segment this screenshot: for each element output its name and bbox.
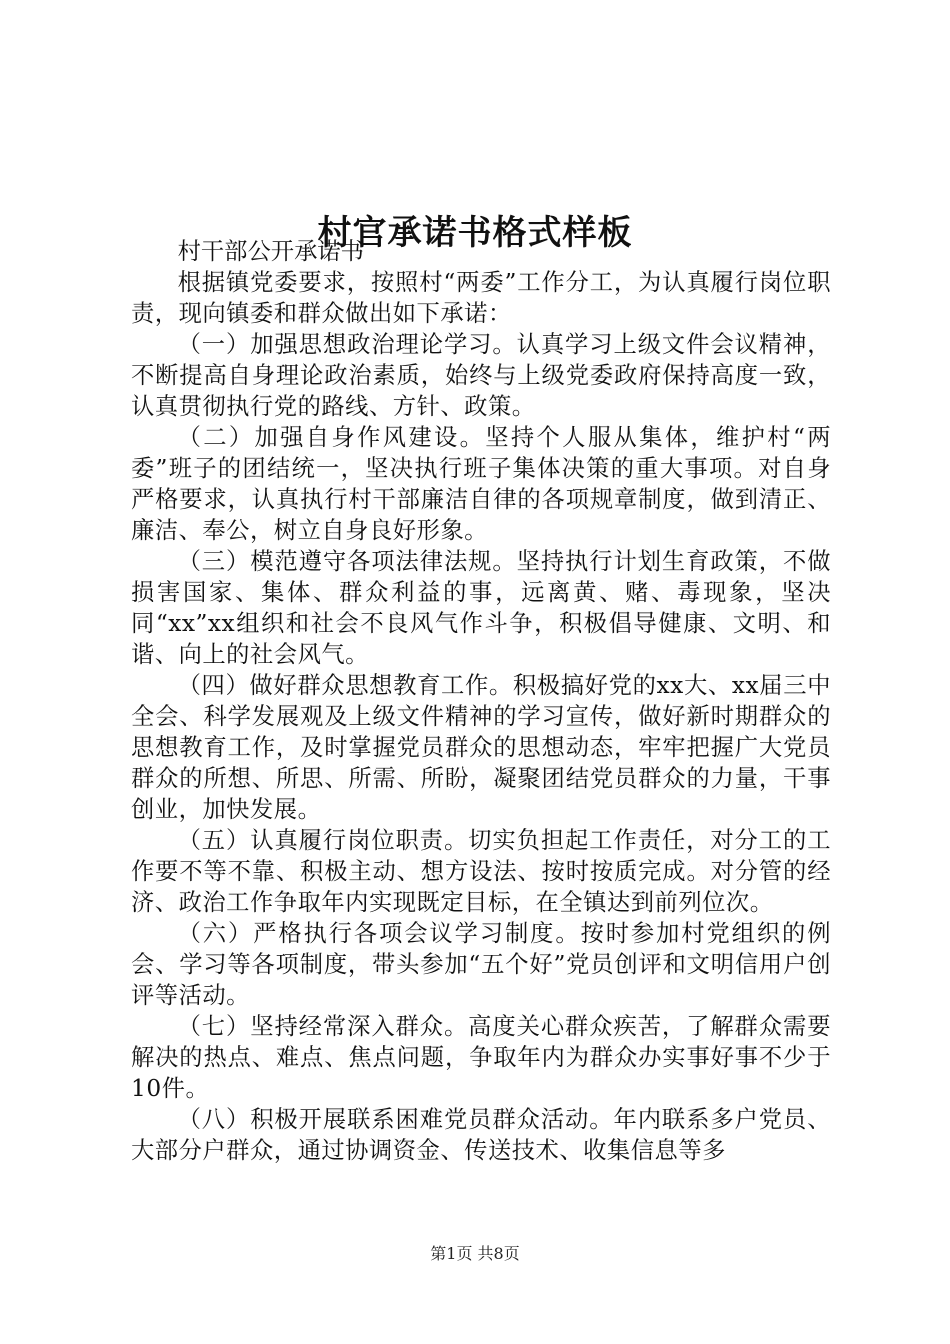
paragraph-7: （七）坚持经常深入群众。高度关心群众疾苦，了解群众需要解决的热点、难点、焦点问题，争取年内为群众办实事好事不少于10件。 bbox=[131, 1013, 831, 1102]
document-title: 村官承诺书格式样板 bbox=[317, 212, 633, 253]
paragraph-3: （三）模范遵守各项法律法规。坚持执行计划生育政策，不做损害国家、集体、群众利益的事，远离黄、赌、毒现象，坚决同“xx”xx组织和社会不良风气作斗争，积极倡导健康、文明、和谐、向上的社会风气。 bbox=[131, 548, 831, 668]
page-number-footer: 第1页 共8页 bbox=[430, 1244, 520, 1263]
document-subtitle: 村干部公开承诺书 bbox=[177, 238, 364, 265]
paragraph-8: （八）积极开展联系困难党员群众活动。年内联系多户党员、大部分户群众，通过协调资金、传送技术、收集信息等多 bbox=[131, 1106, 831, 1164]
document-body bbox=[131, 236, 831, 1166]
paragraph-6: （六）严格执行各项会议学习制度。按时参加村党组织的例会、学习等各项制度，带头参加“五个好”党员创评和文明信用户创评等活动。 bbox=[131, 920, 831, 1009]
paragraph-1: （一）加强思想政治理论学习。认真学习上级文件会议精神，不断提高自身理论政治素质，始终与上级党委政府保持高度一致，认真贯彻执行党的路线、方针、政策。 bbox=[131, 331, 831, 420]
paragraph-2: （二）加强自身作风建设。坚持个人服从集体，维护村“两委”班子的团结统一，坚决执行班子集体决策的重大事项。对自身严格要求，认真执行村干部廉洁自律的各项规章制度，做到清正、廉洁、奉公，树立自身良好形象。 bbox=[131, 424, 831, 544]
paragraph-intro: 根据镇党委要求，按照村“两委”工作分工，为认真履行岗位职责，现向镇委和群众做出如下承诺： bbox=[131, 269, 831, 327]
paragraph-4: （四）做好群众思想教育工作。积极搞好党的xx大、xx届三中全会、科学发展观及上级文件精神的学习宣传，做好新时期群众的思想教育工作，及时掌握党员群众的思想动态，牢牢把握广大党员群众的所想、所思、所需、所盼，凝聚团结党员群众的力量，干事创业，加快发展。 bbox=[131, 672, 831, 823]
paragraph-5: （五）认真履行岗位职责。切实负担起工作责任，对分工的工作要不等不靠、积极主动、想方设法、按时按质完成。对分管的经济、政治工作争取年内实现既定目标，在全镇达到前列位次。 bbox=[131, 827, 831, 916]
